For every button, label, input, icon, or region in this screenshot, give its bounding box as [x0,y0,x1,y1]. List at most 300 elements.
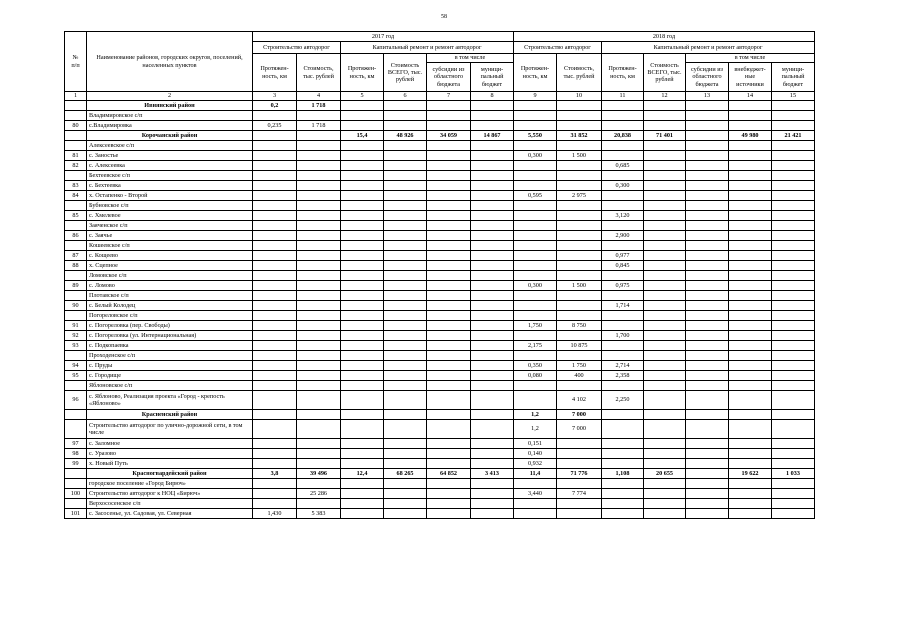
table-cell [602,479,644,489]
table-cell: 1,700 [602,331,644,341]
table-cell [253,211,297,221]
table-cell [772,251,815,261]
table-cell: 0,300 [514,151,557,161]
table-cell [686,191,729,201]
table-cell [602,351,644,361]
table-cell [514,121,557,131]
table-cell [341,111,384,121]
table-cell: 12,4 [341,469,384,479]
row-number [65,111,87,121]
row-number: 91 [65,321,87,331]
row-number: 92 [65,331,87,341]
table-cell: 1 500 [557,151,602,161]
table-cell: 5 383 [297,509,341,519]
table-cell [514,311,557,321]
table-cell [427,281,471,291]
table-cell [297,301,341,311]
table-cell [471,111,514,121]
table-cell [427,509,471,519]
table-cell [514,381,557,391]
table-cell [772,161,815,171]
table-cell [427,449,471,459]
table-cell [602,111,644,121]
table-cell [384,181,427,191]
table-cell [341,241,384,251]
table-cell [341,141,384,151]
table-cell [341,281,384,291]
table-cell [602,410,644,420]
table-cell [471,489,514,499]
table-cell [297,341,341,351]
table-cell [341,171,384,181]
table-cell [644,191,686,201]
row-name: с. Подкопаевка [87,341,253,351]
table-cell: 0,845 [602,261,644,271]
row-name: Погореловское с/п [87,311,253,321]
table-cell [341,201,384,211]
table-cell [297,241,341,251]
table-cell [644,261,686,271]
table-cell [644,181,686,191]
row-name: Кошеевское с/п [87,241,253,251]
table-cell [686,211,729,221]
table-cell [557,161,602,171]
table-cell [471,459,514,469]
table-cell [471,141,514,151]
table-cell [427,291,471,301]
table-cell [686,301,729,311]
table-cell [341,361,384,371]
table-cell [644,121,686,131]
table-cell [644,420,686,439]
table-cell [686,151,729,161]
table-cell [341,439,384,449]
row-name: с. Заломное [87,439,253,449]
table-cell [471,201,514,211]
table-cell [772,301,815,311]
table-row [65,459,815,469]
table-cell: 8 750 [557,321,602,331]
table-cell [297,439,341,449]
table-cell [297,221,341,231]
row-number [65,410,87,420]
table-row [65,251,815,261]
header-including-2017: в том числе [427,54,514,63]
table-cell [686,261,729,271]
row-name: Заяченское с/п [87,221,253,231]
table-cell [427,341,471,351]
table-cell [772,141,815,151]
row-number: 93 [65,341,87,351]
table-cell [384,211,427,221]
table-cell [253,171,297,181]
row-name: Красногвардейский район [87,469,253,479]
table-row [65,241,815,251]
table-cell [557,479,602,489]
table-cell [729,231,772,241]
row-name: с. Бехтеевка [87,181,253,191]
row-name: с. Уразово [87,449,253,459]
table-cell [644,459,686,469]
column-number: 15 [772,92,815,101]
table-cell [686,341,729,351]
table-cell: 0,151 [514,439,557,449]
table-row [65,489,815,499]
table-cell: 0,975 [602,281,644,291]
table-cell: 71 776 [557,469,602,479]
row-number: 99 [65,459,87,469]
row-number: 80 [65,121,87,131]
table-cell [384,489,427,499]
table-cell [341,509,384,519]
table-cell [644,241,686,251]
header-cost-2018: Стоимость, тыс. рублей [557,54,602,92]
table-cell [686,121,729,131]
table-cell [729,271,772,281]
table-cell: 3,120 [602,211,644,221]
table-cell [297,420,341,439]
table-cell [384,251,427,261]
table-cell [384,420,427,439]
column-number: 2 [87,92,253,101]
row-name: Плотавское с/п [87,291,253,301]
table-cell [729,301,772,311]
table-cell [253,241,297,251]
table-cell [427,231,471,241]
table-cell [644,381,686,391]
table-cell [384,191,427,201]
table-cell: 48 926 [384,131,427,141]
table-cell [686,291,729,301]
table-cell [644,371,686,381]
table-cell [602,311,644,321]
table-cell [384,341,427,351]
table-cell [686,171,729,181]
row-number: 84 [65,191,87,201]
table-cell [297,111,341,121]
table-cell [253,191,297,201]
table-cell [602,489,644,499]
table-cell [341,449,384,459]
table-cell: 19 622 [729,469,772,479]
table-cell [729,381,772,391]
table-row [65,131,815,141]
table-cell: 2 975 [557,191,602,201]
table-cell [772,420,815,439]
table-cell [729,459,772,469]
column-number: 12 [644,92,686,101]
table-cell [471,499,514,509]
table-cell [644,221,686,231]
row-name: с. Алексеевка [87,161,253,171]
row-name: Строительство автодорог к НОЦ «Бирюч» [87,489,253,499]
table-cell [557,381,602,391]
table-row [65,499,815,509]
table-cell [427,311,471,321]
table-cell [471,439,514,449]
table-cell [471,371,514,381]
table-row [65,121,815,131]
table-cell [772,191,815,201]
table-cell [729,351,772,361]
table-cell [602,420,644,439]
table-cell [514,231,557,241]
table-row [65,301,815,311]
table-cell [644,509,686,519]
table-cell [253,141,297,151]
table-cell [427,171,471,181]
column-number: 3 [253,92,297,101]
table-cell [253,499,297,509]
table-cell [514,221,557,231]
table-cell: 1 718 [297,121,341,131]
table-cell: 0,300 [514,281,557,291]
table-cell [471,509,514,519]
table-cell [384,231,427,241]
header-cost: Стоимость, тыс. рублей [297,54,341,92]
table-cell: 2,358 [602,371,644,381]
table-cell [729,479,772,489]
table-row [65,410,815,420]
table-cell [427,191,471,201]
table-cell [729,121,772,131]
column-number: 9 [514,92,557,101]
table-cell [297,251,341,261]
row-number: 82 [65,161,87,171]
table-cell [686,331,729,341]
table-cell [514,171,557,181]
table-cell: 49 980 [729,131,772,141]
row-number: 86 [65,231,87,241]
table-cell [772,509,815,519]
table-cell [644,351,686,361]
table-row [65,151,815,161]
table-cell [253,201,297,211]
table-cell [471,311,514,321]
row-name: с. Погореловка (пер. Свободы) [87,321,253,331]
table-cell [729,171,772,181]
table-cell [253,131,297,141]
table-cell: 1 718 [297,101,341,111]
header-no: № п/п [65,32,87,92]
table-cell [341,489,384,499]
table-cell [644,391,686,410]
table-cell [297,131,341,141]
table-cell [341,381,384,391]
table-cell [729,101,772,111]
header-length-cr-2018: Протяжен-ность, км [602,54,644,92]
table-cell [253,251,297,261]
row-name: с. Засосенье, ул. Садовая, ул. Северная [87,509,253,519]
column-numbers-row [65,92,815,101]
table-cell [297,161,341,171]
table-cell [297,141,341,151]
table-cell [427,381,471,391]
table-cell [644,341,686,351]
row-number [65,351,87,361]
table-cell [514,101,557,111]
header-repair-2018: Капитальный ремонт и ремонт автодорог [602,42,815,54]
table-cell [514,291,557,301]
table-cell: 1,2 [514,420,557,439]
table-cell [253,439,297,449]
table-row [65,420,815,439]
table-cell [297,271,341,281]
table-cell [772,489,815,499]
table-cell: 1,2 [514,410,557,420]
header-cost-total-2018: Стоимость ВСЕГО, тыс. рублей [644,54,686,92]
table-cell [602,439,644,449]
table-cell [341,301,384,311]
table-cell [471,301,514,311]
table-cell [253,391,297,410]
table-cell [253,331,297,341]
table-cell: 0,2 [253,101,297,111]
row-name: Ивнянский район [87,101,253,111]
table-cell: 7 000 [557,410,602,420]
table-cell [557,221,602,231]
row-name: Бубновское с/п [87,201,253,211]
table-cell [772,459,815,469]
row-name: с. Погореловка (ул. Интернациональная) [87,331,253,341]
table-cell [729,321,772,331]
table-cell [297,261,341,271]
row-name: х. Сцепное [87,261,253,271]
table-cell [644,281,686,291]
table-cell [384,371,427,381]
row-name: с. Яблоново, Реализация проекта «Город - крепость «Яблоново» [87,391,253,410]
table-row [65,469,815,479]
table-cell [729,410,772,420]
table-cell [557,271,602,281]
row-number: 100 [65,489,87,499]
table-cell [427,181,471,191]
table-row [65,141,815,151]
table-cell [602,321,644,331]
table-cell [471,331,514,341]
table-cell [253,181,297,191]
table-cell [686,161,729,171]
table-cell [602,171,644,181]
table-cell [253,341,297,351]
row-number [65,201,87,211]
row-number [65,131,87,141]
table-row [65,341,815,351]
row-number: 95 [65,371,87,381]
table-cell [644,410,686,420]
table-cell [253,321,297,331]
table-cell [729,449,772,459]
table-row [65,391,815,410]
table-cell [644,171,686,181]
table-cell [729,241,772,251]
table-cell [341,391,384,410]
table-cell [427,479,471,489]
header-municipal-2018: муници-пальный бюджет [772,63,815,92]
table-cell: 39 496 [297,469,341,479]
table-cell [644,439,686,449]
table-cell [341,151,384,161]
table-cell [514,331,557,341]
table-cell [644,251,686,261]
table-cell [427,211,471,221]
table-cell [297,351,341,361]
table-cell [297,291,341,301]
table-cell [384,509,427,519]
table-cell [384,410,427,420]
header-repair-2017: Капитальный ремонт и ремонт автодорог [341,42,514,54]
row-number [65,101,87,111]
row-number: 90 [65,301,87,311]
table-cell [729,221,772,231]
table-cell [514,161,557,171]
table-cell [297,181,341,191]
table-cell [253,161,297,171]
table-cell [341,410,384,420]
column-number: 10 [557,92,602,101]
table-cell [514,211,557,221]
table-cell [557,509,602,519]
table-cell [384,291,427,301]
table-cell [772,410,815,420]
table-cell: 3,8 [253,469,297,479]
table-cell [772,101,815,111]
table-cell [341,311,384,321]
table-cell [729,509,772,519]
table-cell: 68 265 [384,469,427,479]
table-cell [602,499,644,509]
table-cell [471,391,514,410]
table-cell [729,311,772,321]
table-cell: 31 852 [557,131,602,141]
table-cell [384,381,427,391]
row-number [65,291,87,301]
header-year-2017: 2017 год [253,32,514,42]
table-row [65,271,815,281]
table-cell: 2,175 [514,341,557,351]
table-row [65,331,815,341]
table-cell: 71 401 [644,131,686,141]
table-cell [644,211,686,221]
table-cell [686,381,729,391]
table-cell [427,420,471,439]
table-cell [427,101,471,111]
table-cell [297,331,341,341]
table-row [65,221,815,231]
table-row [65,101,815,111]
table-cell [427,151,471,161]
table-cell [557,111,602,121]
table-cell [253,420,297,439]
table-cell [253,361,297,371]
header-name: Наименование районов, городских округов, поселений, населенных пунктов [87,32,253,92]
table-cell [253,231,297,241]
table-row [65,509,815,519]
header-offbudget: внебюджет-ные источники [729,63,772,92]
table-cell [602,291,644,301]
table-cell: 25 286 [297,489,341,499]
table-cell [471,410,514,420]
row-name: с. Ломово [87,281,253,291]
row-name: с. Заностье [87,151,253,161]
row-number: 96 [65,391,87,410]
row-number: 89 [65,281,87,291]
table-cell [514,351,557,361]
table-row [65,371,815,381]
table-cell [772,261,815,271]
table-cell [686,509,729,519]
table-cell [557,449,602,459]
